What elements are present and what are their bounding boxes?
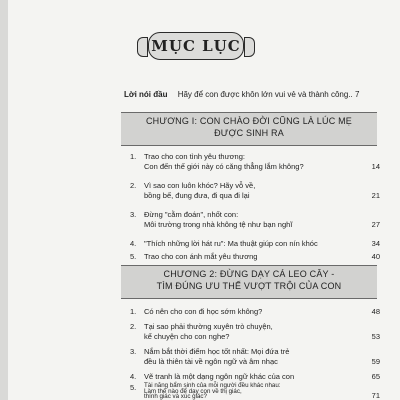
entry-number: 5. (130, 383, 137, 392)
chapter-1-title-line2: ĐƯỢC SINH RA (214, 128, 284, 138)
entry-line: Trao cho con tình yêu thương: (144, 152, 245, 161)
entry-text (144, 181, 364, 201)
chapter-1-title-line1: CHƯƠNG I: CON CHÀO ĐỜI CŨNG LÀ LÚC MẸ (145, 116, 353, 126)
foreword-entry (124, 90, 400, 99)
chapter-2-entry-2 (130, 322, 380, 344)
entry-page-number: 14 (371, 162, 380, 171)
chapter-2-entry-3 (130, 347, 380, 369)
entry-line: "Thích những lời hát ru": Ma thuật giúp con nín khóc (144, 239, 318, 248)
entry-page-number: 27 (371, 220, 380, 229)
entry-line: Có nên cho con đi học sớm không? (144, 307, 263, 316)
entry-page-number: 71 (371, 391, 380, 400)
entry-line: thính giác và xúc giác? (144, 393, 207, 400)
chapter-2-entry-1 (130, 307, 380, 317)
page-top-fragment (128, 0, 368, 20)
entry-text (144, 383, 364, 400)
entry-number: 4. (130, 372, 137, 381)
entry-number: 4. (130, 239, 137, 248)
entry-page-number: 59 (371, 357, 380, 366)
entry-text (144, 210, 364, 230)
chapter-1-entry-4 (130, 239, 380, 249)
entry-line: kể chuyện cho con nghe? (144, 332, 230, 341)
entry-text (144, 347, 364, 367)
entry-number: 3. (130, 210, 137, 219)
toc-title-plaque (148, 32, 244, 60)
entry-number: 1. (130, 152, 137, 161)
chapter-2-title-line2: TÌM ĐÚNG ƯU THẾ VƯỢT TRỘI CỦA CON (156, 281, 342, 291)
entry-line: Nắm bắt thời điểm học tốt nhất: Mọi đứa trẻ (144, 347, 290, 356)
entry-line: đều là thiên tài về ngôn ngữ và âm nhạc (144, 357, 278, 366)
entry-number: 3. (130, 347, 137, 356)
chapter-1-entry-3 (130, 210, 380, 232)
entry-line: Trao cho con ánh mắt yêu thương (144, 252, 258, 261)
chapter-2-entry-4 (130, 372, 380, 382)
foreword-title: Hãy để con được khôn lớn vui vẻ và thành công.. (177, 90, 353, 99)
chapter-1-entry-2 (130, 181, 380, 203)
entry-number: 2. (130, 322, 137, 331)
entry-page-number: 65 (371, 372, 380, 381)
entry-text (144, 322, 364, 342)
chapter-1-entry-5 (130, 252, 380, 262)
entry-page-number: 34 (371, 239, 380, 248)
entry-text (144, 372, 364, 382)
book-page (8, 0, 400, 400)
entry-page-number: 21 (371, 191, 380, 200)
entry-number: 5. (130, 252, 137, 261)
chapter-2-entry-5 (130, 383, 380, 399)
chapter-1-heading (121, 112, 377, 146)
entry-text (144, 252, 364, 262)
foreword-page: 7 (355, 90, 360, 99)
entry-line: Làm thế nào để dạy con về thị giác, (144, 387, 242, 395)
chapter-2-heading (121, 265, 377, 299)
entry-line: Môi trường trong nhà không tệ như bạn nghĩ (144, 220, 293, 229)
chapter-1-entry-1 (130, 152, 380, 174)
entry-line: Vì sao con luôn khóc? Hãy vỗ về, (144, 181, 256, 190)
entry-number: 1. (130, 307, 137, 316)
entry-line: Con đến thế giới này có căng thẳng lắm không? (144, 162, 304, 171)
entry-line: Tại sao phải thường xuyên trò chuyện, (144, 322, 273, 331)
foreword-label: Lời nói đầu (124, 90, 168, 99)
entry-text (144, 307, 364, 317)
entry-page-number: 40 (371, 252, 380, 261)
entry-line: Vẽ tranh là một dạng ngôn ngữ khác của con (144, 372, 295, 381)
entry-line: Tài năng bẩm sinh của mỗi người đều khác nhau: (144, 382, 281, 389)
chapter-2-title-line1: CHƯƠNG 2: ĐỪNG DẠY CÁ LEO CÂY - (163, 269, 335, 279)
entry-text (144, 152, 364, 172)
entry-page-number: 53 (371, 332, 380, 341)
entry-line: Đừng "cằm đoán", nhốt con: (144, 210, 239, 219)
entry-line: bồng bế, đung đưa, đi qua đi lại (144, 191, 250, 200)
entry-number: 2. (130, 181, 137, 190)
entry-page-number: 48 (371, 307, 380, 316)
toc-title: MỤC LỤC (151, 37, 241, 55)
entry-text (144, 239, 364, 249)
